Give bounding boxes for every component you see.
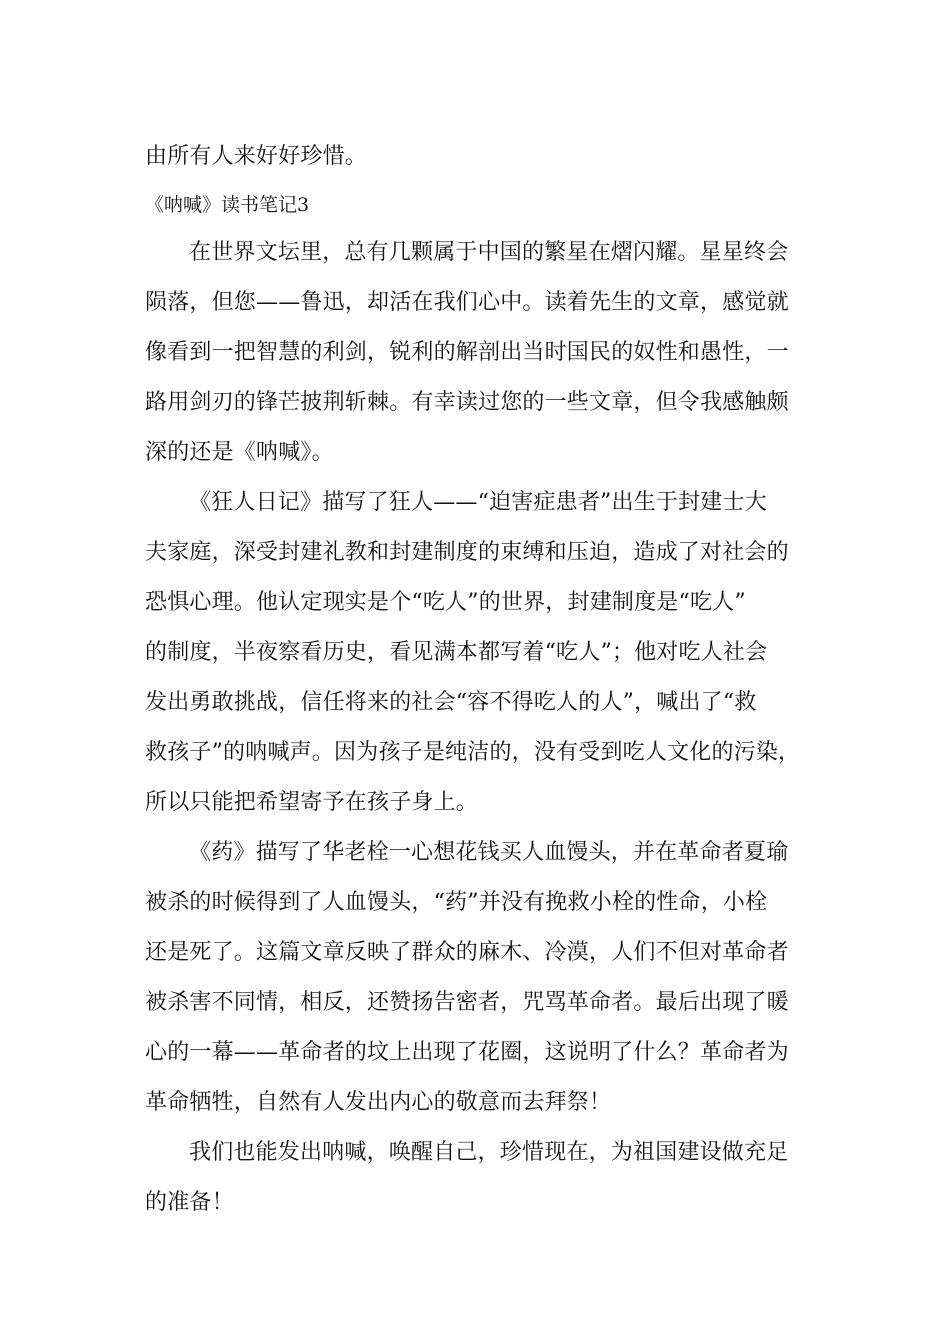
intro-line: 由所有人来好好珍惜。 [145, 144, 368, 169]
paragraph-line: 路用剑刃的锋芒披荆斩棘。有幸读过您的一些文章，但令我感触颇 [145, 390, 789, 415]
paragraph-line: 深的还是《呐喊》。 [145, 440, 334, 465]
paragraph-line: 恐惧心理。他认定现实是个“吃人”的世界，封建制度是“吃人” [145, 590, 746, 615]
paragraph-line: 陨落，但您——鲁迅，却活在我们心中。读着先生的文章，感觉就 [145, 290, 789, 315]
paragraph-1 [145, 228, 825, 478]
paragraph-3 [145, 828, 825, 1128]
paragraph-line: 发出勇敢挑战，信任将来的社会“容不得吃人的人”，喊出了“救 [145, 690, 757, 715]
paragraph-line: 救孩子”的呐喊声。因为孩子是纯洁的，没有受到吃人文化的污染， [145, 740, 801, 765]
paragraph-line: 的准备！ [145, 1190, 234, 1215]
paragraph-line: 还是死了。这篇文章反映了群众的麻木、冷漠，人们不但对革命者 [145, 940, 789, 965]
paragraph-line: 被杀的时候得到了人血馒头，“药”并没有挽救小栓的性命，小栓 [145, 890, 768, 915]
paragraph-line: 《狂人日记》描写了狂人——“迫害症患者”出生于封建士大 [189, 490, 767, 515]
paragraph-line: 我们也能发出呐喊，唤醒自己，珍惜现在，为祖国建设做充足 [189, 1140, 789, 1165]
paragraph-line: 《药》描写了华老栓一心想花钱买人血馒头，并在革命者夏瑜 [189, 840, 789, 865]
paragraph-2 [145, 478, 825, 828]
paragraph-line: 革命牺牲，自然有人发出内心的敬意而去拜祭！ [145, 1090, 612, 1115]
paragraph-line: 被杀害不同情，相反，还赞扬告密者，咒骂革命者。最后出现了暖 [145, 990, 789, 1015]
paragraph-line: 所以只能把希望寄予在孩子身上。 [145, 790, 479, 815]
section-heading: 《呐喊》读书笔记3 [145, 194, 310, 216]
paragraph-line: 在世界文坛里，总有几颗属于中国的繁星在熠闪耀。星星终会 [189, 240, 789, 265]
paragraph-line: 的制度，半夜察看历史，看见满本都写着“吃人”；他对吃人社会 [145, 640, 768, 665]
paragraph-line: 夫家庭，深受封建礼教和封建制度的束缚和压迫，造成了对社会的 [145, 540, 789, 565]
paragraph-4 [145, 1128, 825, 1228]
paragraph-line: 像看到一把智慧的利剑，锐利的解剖出当时国民的奴性和愚性，一 [145, 340, 789, 365]
paragraph-line: 心的一幕——革命者的坟上出现了花圈，这说明了什么？革命者为 [145, 1040, 789, 1065]
document-body [145, 132, 825, 1228]
